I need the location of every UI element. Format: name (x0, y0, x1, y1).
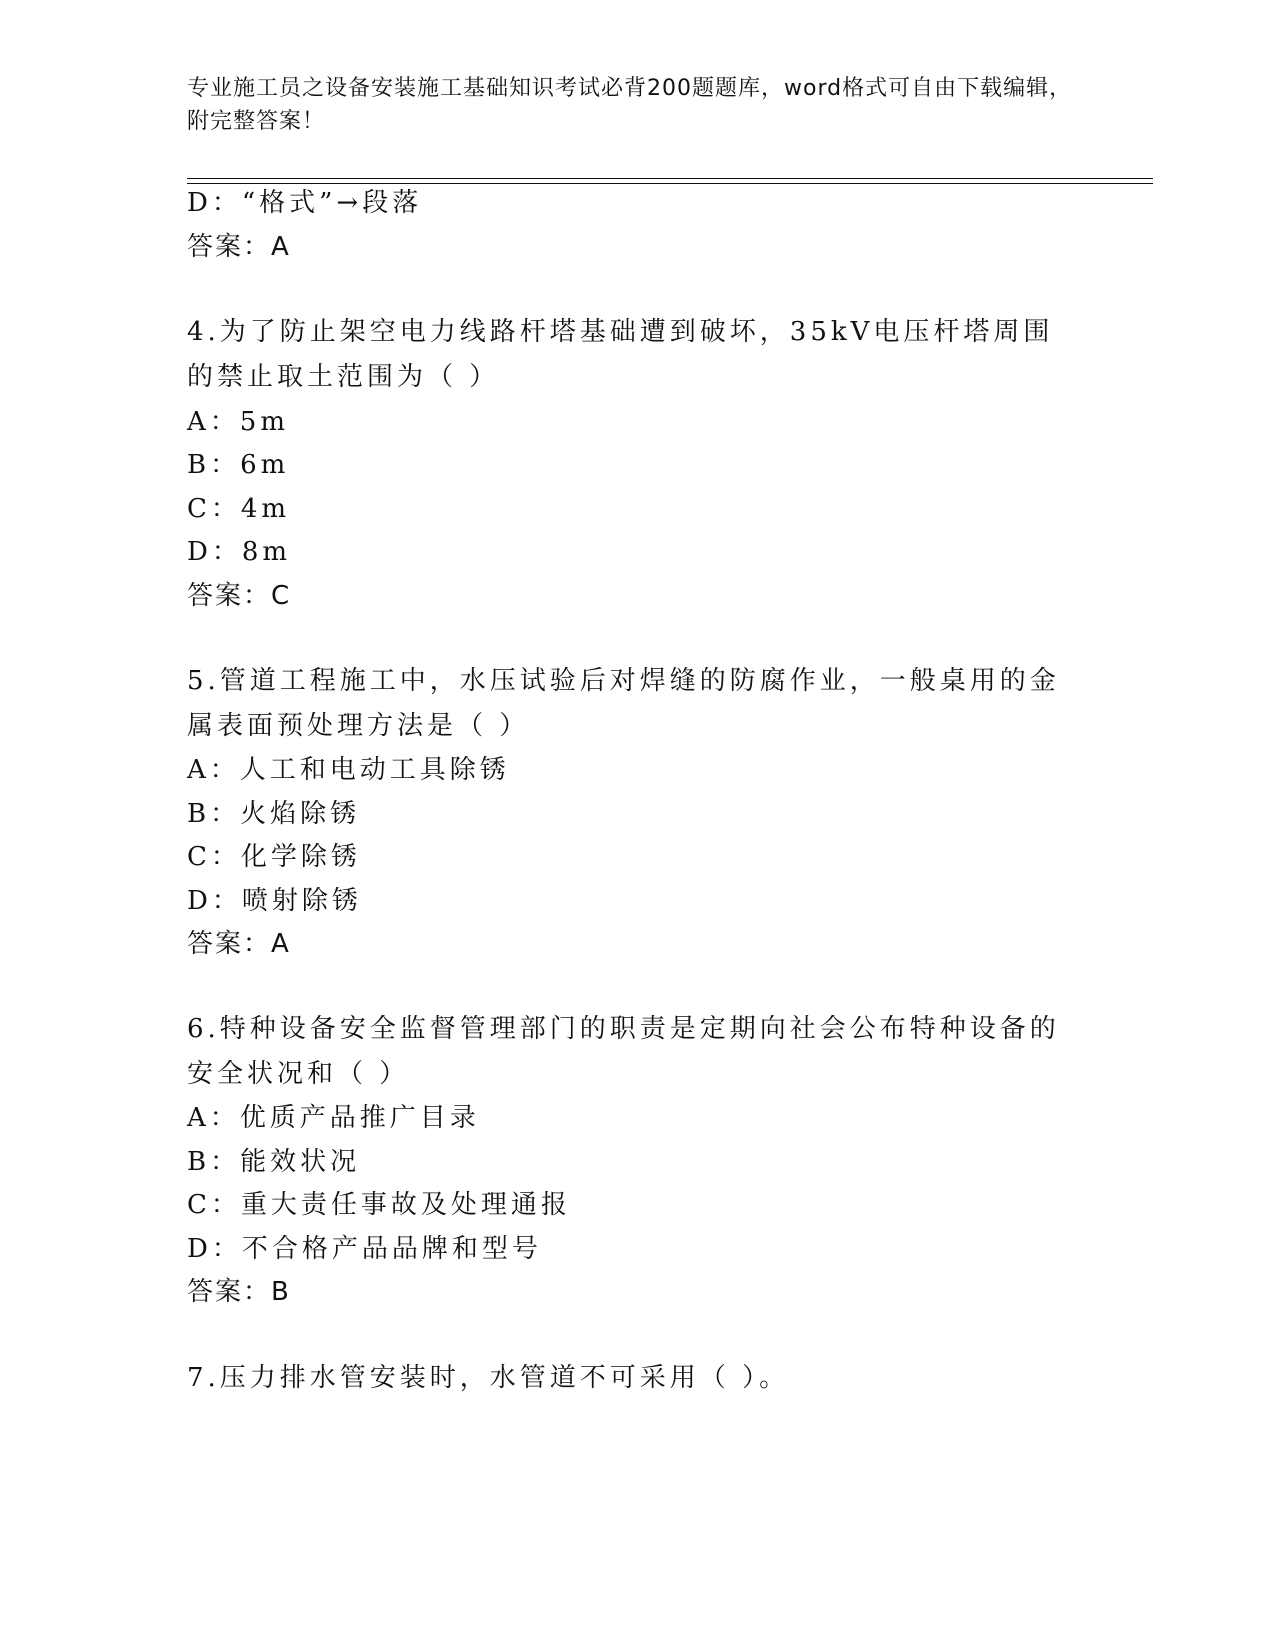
question-stem: 4.为了防止架空电力线路杆塔基础遭到破坏，35kV电压杆塔周围的禁止取土范围为（ ） (187, 317, 1054, 392)
question-stem: 5.管道工程施工中，水压试验后对焊缝的防腐作业，一般桌用的金属表面预处理方法是（ ） (187, 666, 1060, 741)
option-d: D：8m (187, 537, 292, 567)
question-stem: 6.特种设备安全监督管理部门的职责是定期向社会公布特种设备的安全状况和（ ） (187, 1014, 1060, 1089)
document-header: 专业施工员之设备安装施工基础知识考试必背200题题库，word格式可自由下载编辑，附完整答案！ (187, 76, 1073, 134)
option-b: B：6m (187, 450, 290, 480)
option-a: A：人工和电动工具除锈 (187, 755, 510, 785)
option-d: D：喷射除锈 (187, 886, 362, 916)
question-stem: 7.压力排水管安装时，水管道不可采用（ ）。 (187, 1363, 790, 1393)
answer-label: 答案：B (187, 1277, 291, 1307)
option-d: D：不合格产品品牌和型号 (187, 1234, 542, 1264)
option-d: D：“格式”→段落 (187, 188, 423, 218)
answer-label: 答案：A (187, 929, 291, 959)
answer-label: 答案：A (187, 232, 291, 262)
answer-label: 答案：C (187, 581, 292, 611)
option-a: A：5m (187, 407, 289, 437)
option-c: C：化学除锈 (187, 842, 361, 872)
header-divider-bottom (187, 183, 1153, 184)
option-c: C：4m (187, 494, 291, 524)
option-b: B：能效状况 (187, 1147, 361, 1177)
option-a: A：优质产品推广目录 (187, 1103, 480, 1133)
header-divider-top (187, 178, 1153, 179)
option-b: B：火焰除锈 (187, 799, 361, 829)
option-c: C：重大责任事故及处理通报 (187, 1190, 571, 1220)
